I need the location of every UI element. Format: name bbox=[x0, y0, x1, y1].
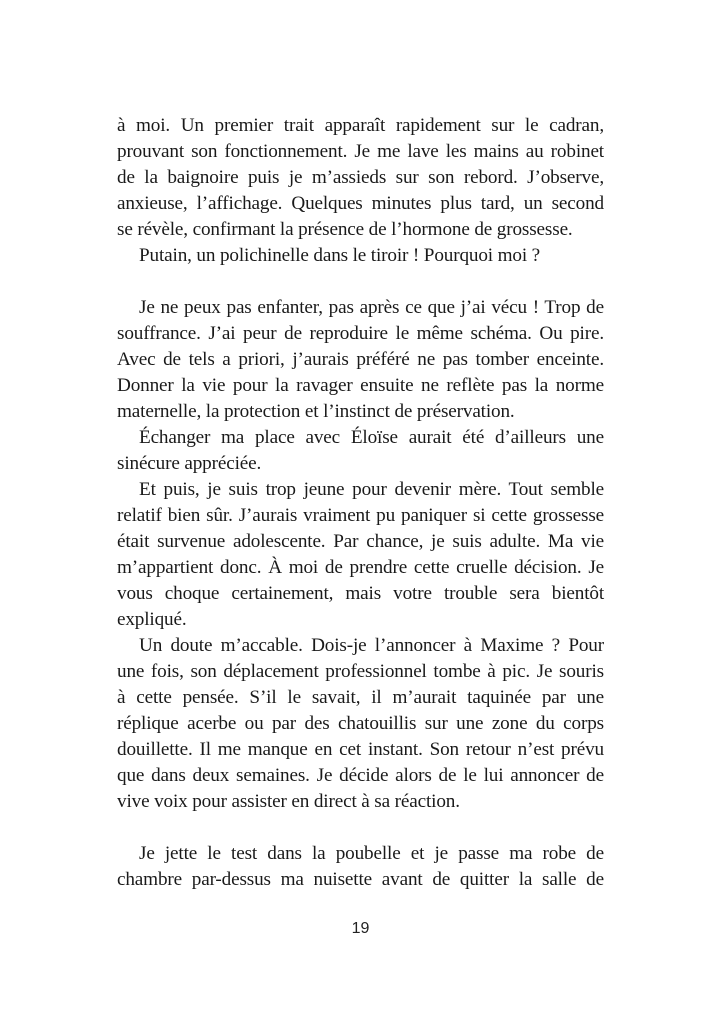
text-line: sinécure appréciée. bbox=[117, 453, 262, 474]
text-line: prouvant son fonctionnement. Je me lave les mains au robinet bbox=[117, 141, 604, 162]
text-line: Et puis, je suis trop jeune pour devenir mère. Tout semble bbox=[139, 479, 604, 500]
text-line: était survenue adolescente. Par chance, je suis adulte. Ma vie bbox=[117, 531, 604, 552]
text-line: se révèle, confirmant la présence de l’hormone de grossesse. bbox=[117, 219, 573, 240]
text-line: anxieuse, l’affichage. Quelques minutes plus tard, un second bbox=[117, 193, 604, 214]
text-line: chambre par-dessus ma nuisette avant de quitter la salle de bbox=[117, 869, 604, 890]
text-line: de la baignoire puis je m’assieds sur son rebord. J’observe, bbox=[117, 167, 604, 188]
text-line: relatif bien sûr. J’aurais vraiment pu paniquer si cette grossesse bbox=[117, 505, 604, 526]
text-line: douillette. Il me manque en cet instant. Son retour n’est prévu bbox=[117, 739, 604, 760]
text-line: Donner la vie pour la ravager ensuite ne reflète pas la norme bbox=[117, 375, 604, 396]
text-line: m’appartient donc. À moi de prendre cette cruelle décision. Je bbox=[117, 557, 604, 578]
text-line: vive voix pour assister en direct à sa réaction. bbox=[117, 791, 460, 812]
text-line: une fois, son déplacement professionnel tombe à pic. Je souris bbox=[117, 661, 604, 682]
text-line: Je ne peux pas enfanter, pas après ce que j’ai vécu ! Trop de bbox=[139, 297, 604, 318]
text-line: Échanger ma place avec Éloïse aurait été d’ailleurs une bbox=[139, 427, 604, 448]
page-number: 19 bbox=[351, 920, 370, 937]
text-line: à moi. Un premier trait apparaît rapidement sur le cadran, bbox=[117, 115, 604, 136]
text-line: que dans deux semaines. Je décide alors de le lui annoncer de bbox=[117, 765, 604, 786]
text-line: Putain, un polichinelle dans le tiroir ! Pourquoi moi ? bbox=[139, 245, 541, 266]
text-line: maternelle, la protection et l’instinct de préservation. bbox=[117, 401, 515, 422]
text-line: Je jette le test dans la poubelle et je passe ma robe de bbox=[139, 843, 604, 864]
text-line: vous choque certainement, mais votre trouble sera bientôt bbox=[117, 583, 604, 604]
blank-line bbox=[117, 269, 604, 295]
page-body-text bbox=[117, 113, 604, 893]
text-line: à cette pensée. S’il le savait, il m’aurait taquinée par une bbox=[117, 687, 604, 708]
blank-line bbox=[117, 815, 604, 841]
text-line: expliqué. bbox=[117, 609, 187, 630]
text-line: Avec de tels a priori, j’aurais préféré ne pas tomber enceinte. bbox=[117, 349, 604, 370]
text-line: souffrance. J’ai peur de reproduire le même schéma. Ou pire. bbox=[117, 323, 604, 344]
text-line: réplique acerbe ou par des chatouillis sur une zone du corps bbox=[117, 713, 604, 734]
text-line: Un doute m’accable. Dois-je l’annoncer à Maxime ? Pour bbox=[139, 635, 604, 656]
